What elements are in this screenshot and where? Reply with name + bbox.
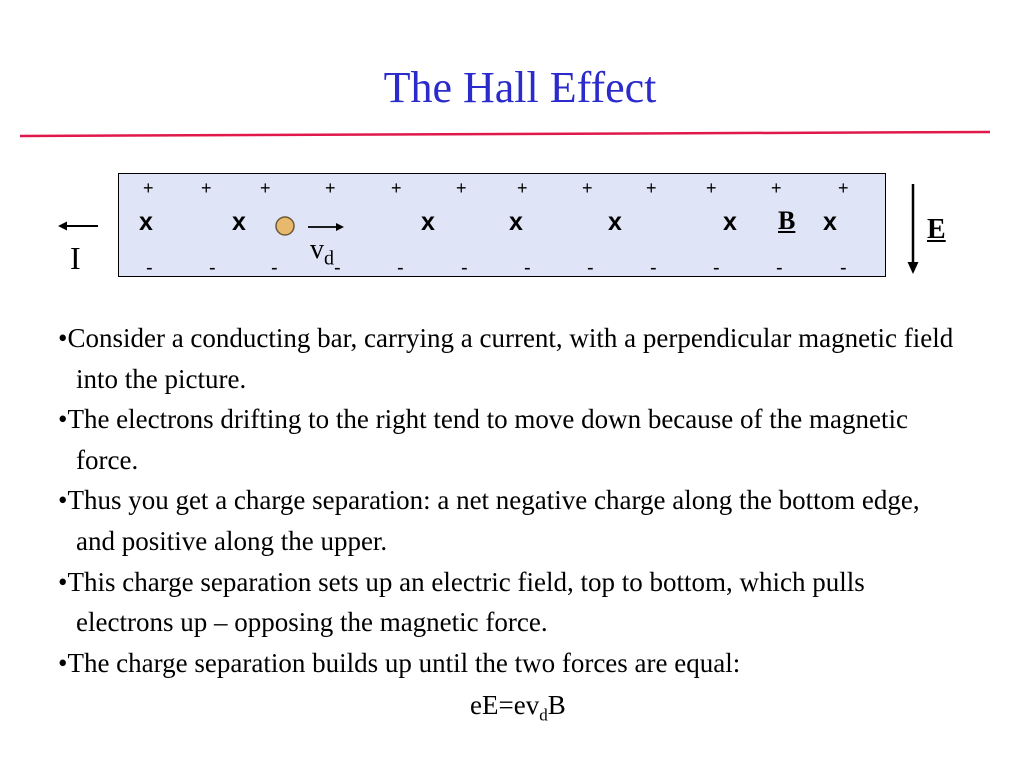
slide-title: The Hall Effect: [383, 63, 657, 112]
positive-charge: +: [456, 178, 467, 198]
negative-charge: -: [146, 257, 153, 279]
negative-charge: -: [461, 257, 468, 279]
negative-charge: -: [713, 257, 720, 279]
negative-charge: -: [840, 257, 847, 279]
positive-charge: +: [391, 178, 402, 198]
negative-charge: -: [397, 257, 404, 279]
force-balance-equation: [470, 690, 566, 725]
equation-subscript: d: [539, 705, 548, 725]
positive-charge: +: [838, 178, 849, 198]
positive-charge: +: [771, 178, 782, 198]
current-label: I: [70, 240, 81, 276]
bullet-item: •This charge separation sets up an electric field, top to bottom, which pulls electrons up – opposing the magnetic force.: [58, 566, 865, 638]
drift-velocity-symbol: v: [310, 234, 324, 265]
equation-right: B: [547, 690, 566, 720]
positive-charge: +: [646, 178, 657, 198]
negative-charge: -: [587, 257, 594, 279]
electric-field-arrow: [908, 184, 919, 274]
negative-charge: -: [334, 257, 341, 279]
positive-charge: +: [706, 178, 717, 198]
positive-charge: +: [260, 178, 271, 198]
negative-charge: -: [776, 257, 783, 279]
negative-charge: -: [271, 257, 278, 279]
field-into-page-marker: x: [723, 208, 737, 236]
negative-charge: -: [650, 257, 657, 279]
drift-velocity-subscript: d: [324, 247, 334, 270]
current-arrow: [58, 222, 98, 231]
bullet-item: •Thus you get a charge separation: a net negative charge along the bottom edge, and positive along the upper.: [58, 485, 920, 556]
drift-velocity-arrow: [308, 223, 344, 231]
positive-charge: +: [517, 178, 528, 198]
positive-charge: +: [143, 178, 154, 198]
field-into-page-marker: x: [608, 208, 622, 236]
negative-charge: -: [209, 257, 216, 279]
field-into-page-marker: x: [139, 208, 153, 236]
bullet-item: •The charge separation builds up until the two forces are equal:: [58, 647, 741, 678]
positive-charge: +: [201, 178, 212, 198]
bullet-item: •The electrons drifting to the right tend to move down because of the magnetic force.: [58, 404, 908, 475]
bullet-list: [58, 318, 958, 683]
magnetic-field-label: B: [778, 206, 796, 235]
positive-charge: +: [325, 178, 336, 198]
positive-charge: +: [582, 178, 593, 198]
field-into-page-marker: x: [232, 208, 246, 236]
field-into-page-marker: x: [823, 208, 837, 236]
equation-left: eE=ev: [470, 690, 540, 720]
field-into-page-marker: x: [421, 208, 435, 236]
bullet-item: •Consider a conducting bar, carrying a current, with a perpendicular magnetic field into the picture.: [58, 323, 954, 394]
field-into-page-marker: x: [509, 208, 523, 236]
electron-icon: [276, 217, 294, 235]
negative-charge: -: [524, 257, 531, 279]
electric-field-label: E: [927, 214, 946, 245]
